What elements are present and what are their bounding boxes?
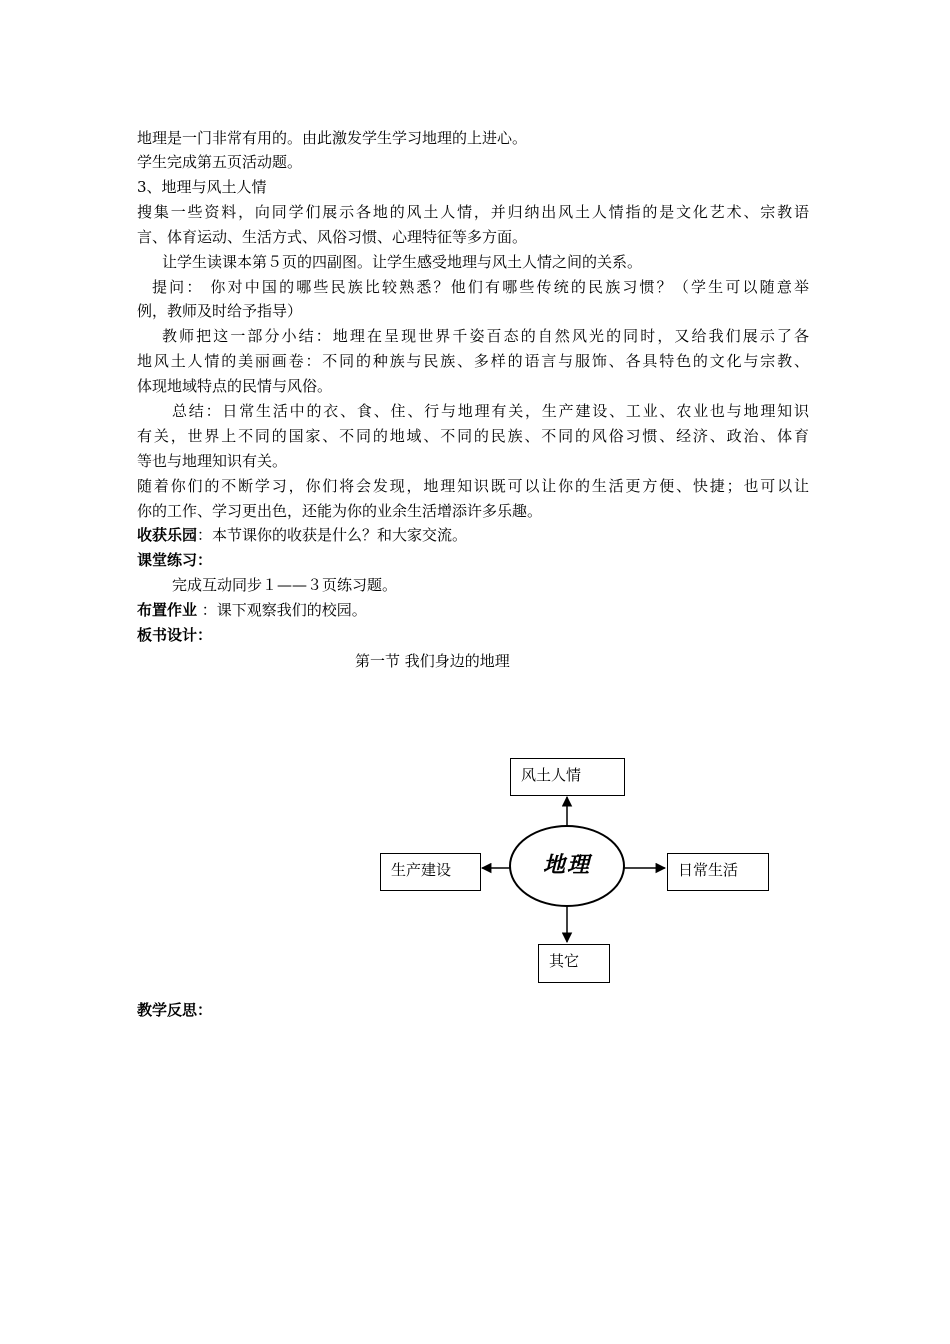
paragraph-line: 让学生读课本第５页的四副图。让学生感受地理与风土人情之间的关系。: [162, 253, 643, 271]
box-daily-life: [667, 853, 769, 891]
board-title: 第一节 我们身边的地理: [355, 652, 510, 670]
paragraph-line: 提问： 你对中国的哪些民族比较熟悉？他们有哪些传统的民族习惯？（学生可以随意举: [152, 278, 809, 296]
section-heading: 3、地理与风土人情: [137, 178, 267, 196]
homework-label: 布置作业: [137, 601, 198, 619]
box-customs: [510, 758, 625, 796]
center-label: 地理: [542, 853, 591, 878]
practice-text: 完成互动同步１——３页练习题。: [172, 576, 398, 594]
paragraph-line: 有关，世界上不同的国家、不同的地域、不同的民族、不同的风俗习惯、经济、政治、体育: [137, 427, 809, 445]
homework-text: ：课下观察我们的校园。: [197, 601, 367, 619]
paragraph-line: 例，教师及时给予指导）: [137, 302, 303, 320]
paragraph-line: 教师把这一部分小结：地理在呈现世界千姿百态的自然风光的同时，又给我们展示了各: [162, 327, 809, 345]
paragraph-line: 你的工作、学习更出色，还能为你的业余生活增添许多乐趣。: [137, 502, 543, 520]
box-customs-label: 风土人情: [521, 766, 582, 784]
paragraph-line: 搜集一些资料，向同学们展示各地的风土人情，并归纳出风土人情指的是文化艺术、宗教语: [137, 203, 809, 221]
paragraph-line: 地风土人情的美丽画卷：不同的种族与民族、多样的语言与服饰、各具特色的文化与宗教、: [137, 352, 809, 370]
harvest-text: ：本节课你的收获是什么？和大家交流。: [197, 526, 468, 544]
practice-label: 课堂练习：: [137, 551, 213, 569]
box-others: [538, 944, 610, 983]
harvest-label: 收获乐园: [137, 526, 198, 544]
box-daily-life-label: 日常生活: [678, 861, 739, 879]
box-others-label: 其它: [549, 952, 580, 970]
board-label: 板书设计：: [137, 626, 213, 644]
paragraph-line: 随着你们的不断学习，你们将会发现，地理知识既可以让你的生活更方便、快捷；也可以让: [137, 477, 809, 495]
paragraph-line: 地理是一门非常有用的。由此激发学生学习地理的上进心。: [137, 129, 528, 147]
paragraph-line: 等也与地理知识有关。: [137, 452, 288, 470]
paragraph-line: 总结：日常生活中的衣、食、住、行与地理有关，生产建设、工业、农业也与地理知识: [172, 402, 809, 420]
paragraph-line: 学生完成第五页活动题。: [137, 153, 303, 171]
box-production: [380, 853, 481, 891]
paragraph-line: 体现地域特点的民情与风俗。: [137, 377, 333, 395]
box-production-label: 生产建设: [391, 861, 452, 879]
reflection-label: 教学反思：: [137, 1001, 213, 1019]
paragraph-line: 言、体育运动、生活方式、风俗习惯、心理特征等多方面。: [137, 228, 528, 246]
